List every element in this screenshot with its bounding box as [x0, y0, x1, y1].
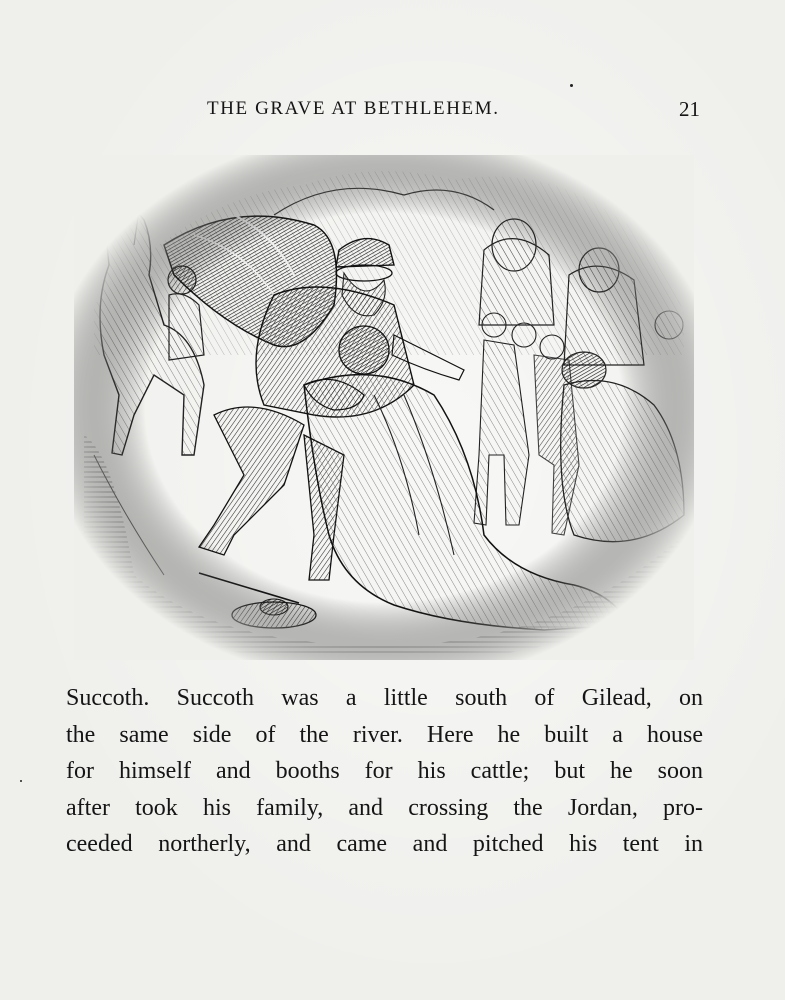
text-line-1: Succoth. Succoth was a little south of Gilead, on [66, 685, 703, 711]
ink-speck [20, 780, 22, 782]
body-text [66, 680, 703, 863]
engraving-reunion-scene-icon [74, 155, 694, 660]
engraving-illustration [74, 155, 694, 660]
text-line-2: the same side of the river. Here he built a house [66, 721, 703, 748]
text-line-4: after took his family, and crossing the Jordan, pro- [66, 794, 703, 821]
running-head [0, 94, 785, 124]
ink-speck [570, 84, 573, 87]
page-number: 21 [679, 97, 700, 121]
running-title: THE GRAVE AT BETHLEHEM. [207, 98, 500, 119]
text-line-3: for himself and booths for his cattle; but he soon [66, 758, 703, 784]
text-line-5: ceeded northerly, and came and pitched his tent in [66, 831, 703, 857]
